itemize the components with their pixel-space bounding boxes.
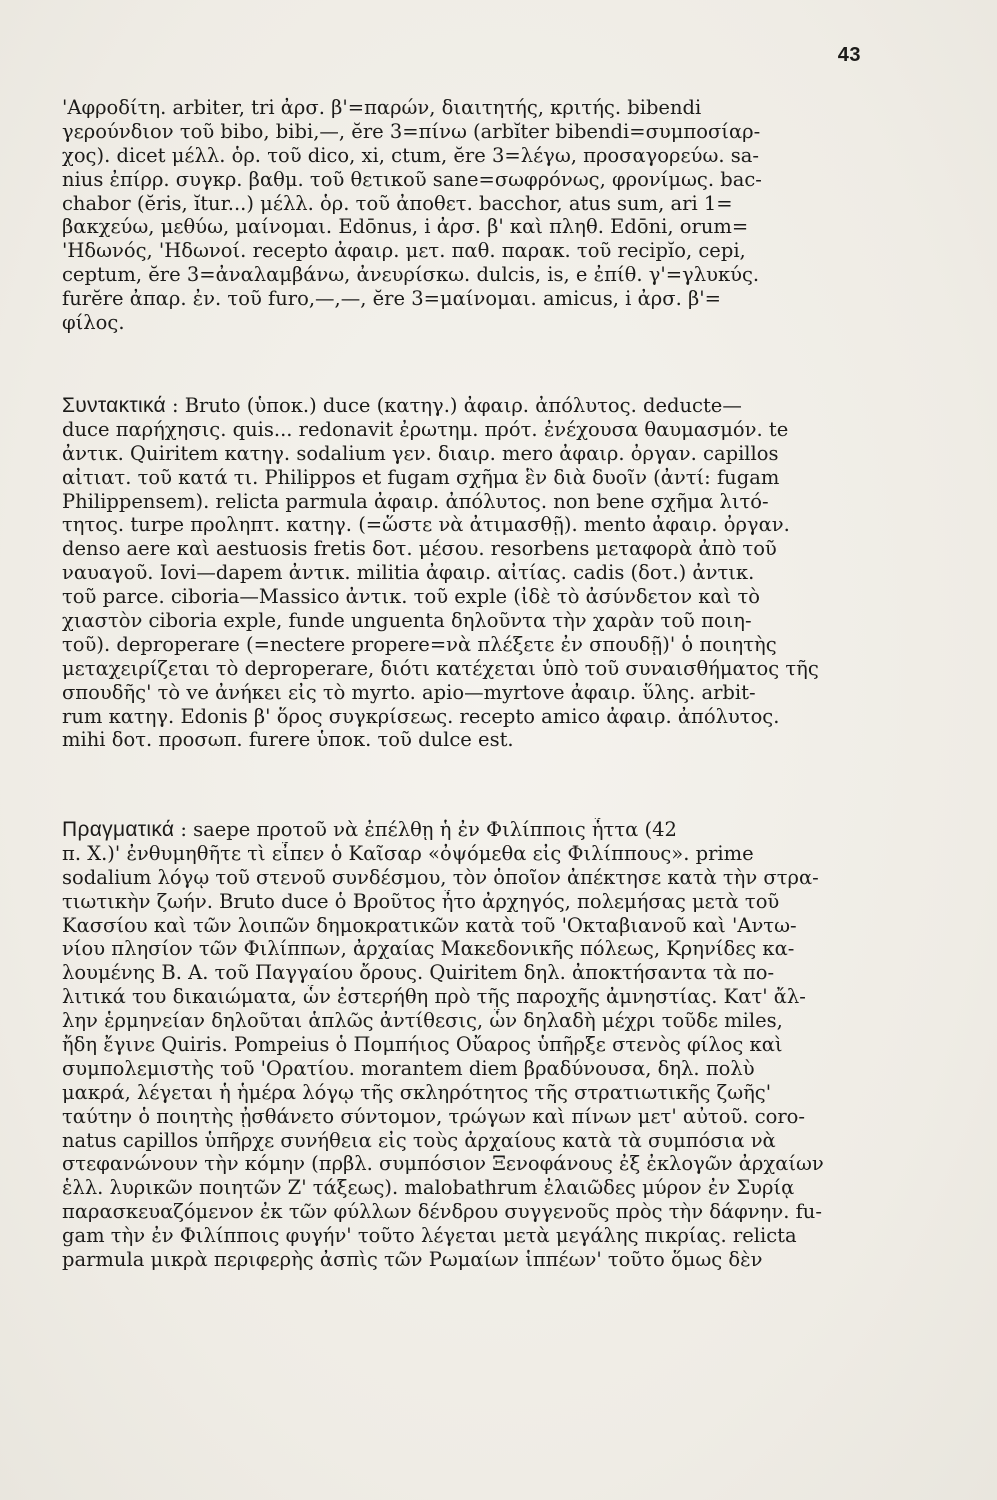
- text-line: gam τὴν ἐν Φιλίπποις φυγήν' τοῦτο λέγεται μετὰ μεγάλης πικρίας. relicta: [62, 1224, 797, 1248]
- section-syntax: [62, 394, 906, 752]
- text-line: sodalium λόγῳ τοῦ στενοῦ συνδέσμου, τὸν ὁποῖον ἀπέκτησε κατὰ τὴν στρα-: [62, 865, 819, 889]
- section-first-line: [62, 818, 906, 842]
- section-realia: [62, 818, 906, 1272]
- text-line-start: : saepe προτοῦ νὰ ἐπέλθῃ ἡ ἐν Φιλίπποις ἧττα (42: [180, 818, 677, 841]
- text-line: 'Ηδωνός, 'Ηδωνοί. recepto ἀφαιρ. μετ. παθ. παρακ. τοῦ recipĭo, cepi,: [62, 239, 746, 263]
- text-line: νίου πλησίον τῶν Φιλίππων, ἀρχαίας Μακεδονικῆς πόλεως, Κρηνίδες κα-: [62, 937, 795, 961]
- text-line: βακχεύω, μεθύω, μαίνομαι. Edōnus, i ἀρσ. β' καὶ πληθ. Edōni, orum=: [62, 215, 749, 239]
- text-line: συμπολεμιστὴς τοῦ 'Ορατίου. morantem diem βραδύνουσα, δηλ. πολὺ: [62, 1056, 755, 1080]
- text-line: χος). dicet μέλλ. ὁρ. τοῦ dico, xi, ctum, ĕre 3=λέγω, προσαγορεύω. sa-: [62, 143, 759, 167]
- text-line: furĕre ἀπαρ. ἐν. τοῦ furo,—,—, ĕre 3=μαίνομαι. amicus, i ἀρσ. β'=: [62, 287, 721, 311]
- text-line: ναυαγοῦ. Iovi—dapem ἀντικ. militia ἀφαιρ. αἰτίας. cadis (δοτ.) ἀντικ.: [62, 561, 755, 585]
- text-line: duce παρήχησις. quis... redonavit ἐρωτημ. πρότ. ἐνέχουσα θαυμασμόν. te: [62, 417, 789, 441]
- text-line: τιωτικὴν ζωήν. Bruto duce ὁ Βροῦτος ἦτο ἀρχηγός, πολεμήσας μετὰ τοῦ: [62, 889, 780, 913]
- section-heading-realia: Πραγματικά: [62, 818, 175, 841]
- text-line: natus capillos ὑπῆρχε συνήθεια εἰς τοὺς ἀρχαίους κατὰ τὰ συμπόσια νὰ: [62, 1128, 776, 1152]
- text-line: σπουδῆς' τὸ ve ἀνήκει εἰς τὸ myrto. apio—myrtove ἀφαιρ. ὕλης. arbit-: [62, 680, 756, 704]
- text-line: chabor (ĕris, ĭtur...) μέλλ. ὁρ. τοῦ ἀποθετ. bacchor, atus sum, ari 1=: [62, 191, 733, 215]
- text-line: rum κατηγ. Edonis β' ὅρος συγκρίσεως. recepto amico ἀφαιρ. ἀπόλυτος.: [62, 704, 780, 728]
- text-line: nius ἐπίρρ. συγκρ. βαθμ. τοῦ θετικοῦ sane=σωφρόνως, φρονίμως. bac-: [62, 167, 762, 191]
- text-line: Philippensem). relicta parmula ἀφαιρ. ἀπόλυτος. non bene σχῆμα λιτό-: [62, 489, 769, 513]
- section-vocabulary: [62, 96, 906, 335]
- text-line: ταύτην ὁ ποιητὴς ᾐσθάνετο σύντομον, τρώγων καὶ πίνων μετ' αὐτοῦ. coro-: [62, 1104, 806, 1128]
- text-line: λουμένης Β. Α. τοῦ Παγγαίου ὄρους. Quiritem δηλ. ἀποκτήσαντα τὰ πο-: [62, 961, 775, 985]
- text-line: τοῦ parce. ciboria—Massico ἀντικ. τοῦ exple (ἰδὲ τὸ ἀσύνδετον καὶ τὸ: [62, 585, 760, 609]
- text-line: ἀντικ. Quiritem κατηγ. sodalium γεν. διαιρ. mero ἀφαιρ. ὀργαν. capillos: [62, 441, 779, 465]
- text-line: μεταχειρίζεται τὸ deproperare, διότι κατέχεται ὑπὸ τοῦ συναισθήματος τῆς: [62, 656, 819, 680]
- text-line: parmula μικρὰ περιφερὴς ἀσπὶς τῶν Ρωμαίων ἱππέων' τοῦτο ὅμως δὲν: [62, 1248, 763, 1272]
- text-line: Κασσίου καὶ τῶν λοιπῶν δημοκρατικῶν κατὰ τοῦ 'Οκταβιανοῦ καὶ 'Αντω-: [62, 913, 797, 937]
- section-first-line: [62, 394, 906, 418]
- text-line: λην ἑρμηνείαν δηλοῦται ἁπλῶς ἀντίθεσις, ὧν δηλαδὴ μέχρι τοῦδε miles,: [62, 1009, 783, 1033]
- text-line: ἤδη ἔγινε Quiris. Pompeius ὁ Πομπήιος Οὔαρος ὑπῆρξε στενὸς φίλος καὶ: [62, 1033, 783, 1057]
- text-line: 'Αφροδίτη. arbiter, tri ἀρσ. β'=παρών, διαιτητής, κριτής. bibendi: [62, 96, 702, 119]
- text-line: φίλος.: [62, 311, 125, 335]
- text-line: π. Χ.)' ἐνθυμηθῆτε τὶ εἶπεν ὁ Καῖσαρ «ὀψόμεθα εἰς Φιλίππους». prime: [62, 841, 754, 865]
- text-line: τοῦ). deproperare (=nectere propere=νὰ πλέξετε ἐν σπουδῇ)' ὁ ποιητὴς: [62, 632, 777, 656]
- text-line: ἑλλ. λυρικῶν ποιητῶν Ζ' τάξεως). malobathrum ἐλαιῶδες μύρον ἐν Συρίᾳ: [62, 1176, 795, 1200]
- text-line: γερούνδιον τοῦ bibo, bibi,—, ĕre 3=πίνω (arbĭter bibendi=συμποσίαρ-: [62, 119, 761, 143]
- text-line: τητος. turpe προληπτ. κατηγ. (=ὥστε νὰ ἀτιμασθῇ). mento ἀφαιρ. ὀργαν.: [62, 513, 790, 537]
- text-line: λιτικά του δικαιώματα, ὧν ἐστερήθη πρὸ τῆς παροχῆς ἀμνηστίας. Κατ' ἄλ-: [62, 985, 806, 1009]
- section-heading-syntax: Συντακτικά: [62, 394, 166, 417]
- text-line: αἰτιατ. τοῦ κατά τι. Philippos et fugam σχῆμα ἓν διὰ δυοῖν (ἀντί: fugam: [62, 465, 780, 489]
- page-number: 43: [837, 44, 861, 66]
- text-line: παρασκευαζόμενον ἐκ τῶν φύλλων δένδρου συγγενοῦς πρὸς τὴν δάφνην. fu-: [62, 1200, 822, 1224]
- text-line-start: : Bruto (ὑποκ.) duce (κατηγ.) ἀφαιρ. ἀπόλυτος. deducte—: [171, 394, 742, 417]
- text-line: στεφανώνουν τὴν κόμην (πρβλ. συμπόσιον Ξενοφάνους ἐξ ἐκλογῶν ἀρχαίων: [62, 1152, 824, 1176]
- text-line: μακρά, λέγεται ἡ ἡμέρα λόγῳ τῆς σκληρότητος τῆς στρατιωτικῆς ζωῆς': [62, 1080, 772, 1104]
- text-line: mihi δοτ. προσωπ. furere ὑποκ. τοῦ dulce est.: [62, 728, 514, 752]
- text-line: χιαστὸν ciboria exple, funde unguenta δηλοῦντα τὴν χαρὰν τοῦ ποιη-: [62, 609, 752, 633]
- text-line: denso aere καὶ aestuosis fretis δοτ. μέσου. resorbens μεταφορὰ ἀπὸ τοῦ: [62, 537, 777, 561]
- text-line: ceptum, ĕre 3=ἀναλαμβάνω, ἀνευρίσκω. dulcis, is, e ἐπίθ. γ'=γλυκύς.: [62, 263, 760, 287]
